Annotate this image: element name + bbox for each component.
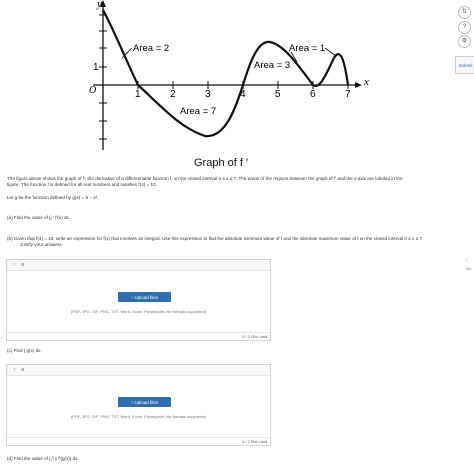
f-prime-curve bbox=[103, 10, 348, 136]
intro-line-1: The figure above shows the graph of f′, the derivative of a differentiable function f, on the closed interval 0 ≤ x ≤ 7. The areas of the regions between the graph of f′ and the x-axis are labeled in the bbox=[7, 176, 403, 181]
file-limit: 0 / 2 File Limit bbox=[7, 437, 270, 445]
origin-label: O bbox=[89, 85, 97, 96]
x-axis-arrow bbox=[355, 82, 362, 88]
upload-files-button[interactable]: ↑ Upload files bbox=[118, 397, 171, 407]
list-icon[interactable]: ≡ bbox=[21, 367, 25, 373]
upload-icon[interactable]: ↑ bbox=[13, 262, 16, 268]
upload-files-button[interactable]: ↑ Upload files bbox=[118, 292, 171, 302]
graph-of-f-prime bbox=[0, 0, 474, 175]
x-axis-label: x bbox=[364, 76, 369, 88]
upload-box-part-c[interactable] bbox=[6, 364, 271, 446]
part-b-prompt: (b) Given that f(4) = 10, write an expression for f(x) that involves an integral. Use this expression to find the absolute minimum value of f and the absolute maximum value of f on the closed interval 0 ≤ x ≤ 7. bbox=[7, 236, 424, 241]
x-tick-3: 3 bbox=[205, 89, 211, 100]
upload-formats-note: (PDF, JPG, GIF, PNG, TXT, Word, Excel, Powerpoint, file formats supported) bbox=[70, 414, 207, 419]
area-label-3: Area = 3 bbox=[254, 60, 291, 71]
upload-icon[interactable]: ↑ bbox=[13, 367, 16, 373]
help-icon[interactable]: ? bbox=[458, 21, 471, 34]
list-icon[interactable]: ≡ bbox=[21, 262, 25, 268]
part-d-prompt: (d) Find the value of ∫₁³ x f′(g(x)) dx. bbox=[7, 456, 79, 461]
area-label-2: Area = 2 bbox=[133, 43, 170, 54]
upload-toolbar bbox=[7, 365, 270, 376]
part-c-prompt: (c) Find ∫ g(x) dx. bbox=[7, 348, 42, 353]
sort-icon[interactable]: ⇅ bbox=[458, 6, 471, 19]
graph-title: Graph of f ′ bbox=[194, 157, 249, 169]
intro-line-2: figure. The function f is defined for all real numbers and satisfies f(4) = 10. bbox=[7, 182, 157, 187]
settings-icon[interactable]: ⚙ bbox=[458, 35, 471, 48]
area-label-1: Area = 1 bbox=[289, 43, 326, 54]
y-tick-1: 1 bbox=[93, 62, 99, 73]
intro-line-3: Let g be the function defined by g(x) = 5 − x². bbox=[7, 195, 99, 200]
x-tick-2: 2 bbox=[170, 89, 176, 100]
x-tick-6: 6 bbox=[310, 89, 316, 100]
file-limit: 0 / 2 File Limit bbox=[7, 332, 270, 340]
submit-button[interactable]: Submit bbox=[455, 56, 474, 74]
part-a-prompt: (a) Find the value of ∫₀⁷ f′(x) dx. bbox=[7, 215, 71, 220]
edge-tab-submit[interactable]: Su bbox=[466, 266, 471, 271]
area-label-7: Area = 7 bbox=[180, 106, 217, 117]
y-axis-label: y bbox=[97, 0, 102, 10]
x-tick-5: 5 bbox=[275, 89, 281, 100]
upload-box-part-b[interactable] bbox=[6, 259, 271, 341]
x-tick-7: 7 bbox=[345, 89, 351, 100]
x-tick-4: 4 bbox=[240, 89, 246, 100]
edge-tab-prev[interactable]: ‹ bbox=[466, 258, 468, 263]
x-tick-1: 1 bbox=[135, 89, 141, 100]
upload-toolbar bbox=[7, 260, 270, 271]
part-b-justify: Justify your answers. bbox=[20, 242, 63, 247]
upload-formats-note: (PDF, JPG, GIF, PNG, TXT, Word, Excel, Powerpoint, file formats supported) bbox=[70, 309, 207, 314]
